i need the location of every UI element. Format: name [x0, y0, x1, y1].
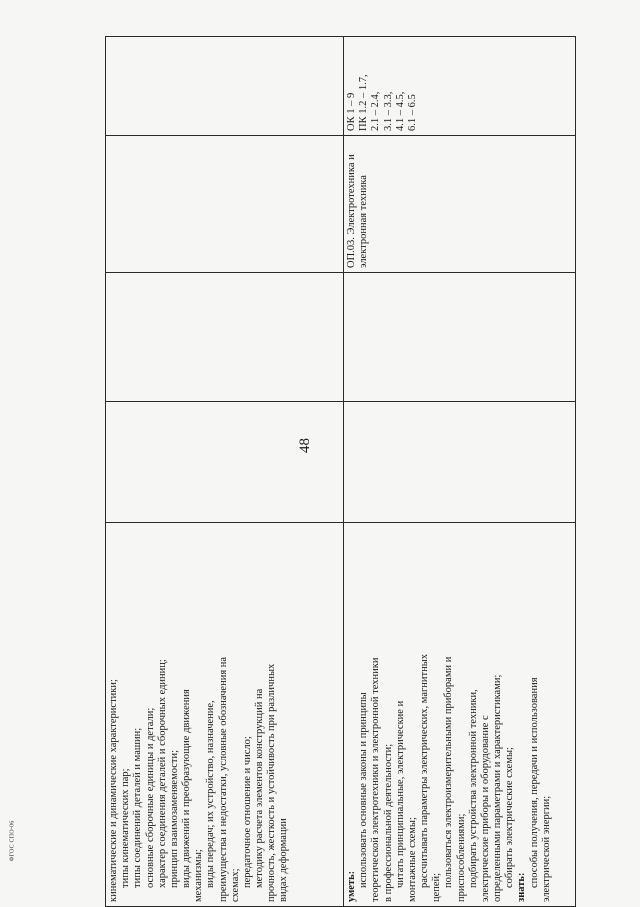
content-line: основные сборочные единицы и детали;: [144, 707, 156, 888]
discipline-cell: [106, 136, 344, 273]
content-line: видах деформации: [278, 818, 290, 902]
content-line: электрической энергии;: [540, 795, 552, 902]
content-line: передаточное отношение и число;: [241, 736, 253, 888]
content-line: в профессиональной деятельности;: [382, 743, 394, 902]
content-line: типы соединений деталей и машин;: [132, 727, 144, 888]
content-line: уметь:: [346, 870, 357, 902]
content-lines: [108, 527, 291, 902]
content-line: механизмы;: [193, 849, 205, 902]
content-line: определенными параметрами и характеристиками;: [492, 674, 504, 902]
discipline-cell: ОП.03. Электротехника и электронная техника: [344, 136, 576, 273]
content-line: кинематические и динамические характеристики;: [108, 679, 119, 902]
content-line: использовать основные законы и принципы: [358, 692, 370, 888]
content-line: типы кинематических пар;: [120, 768, 132, 888]
content-line: методику расчета элементов конструкций на: [254, 688, 266, 888]
competency-cell: [106, 37, 344, 136]
table-row: [344, 37, 576, 907]
content-line: принцип взаимозаменяемости;: [168, 749, 180, 888]
content-cell: [344, 523, 576, 907]
content-cell: [106, 523, 344, 907]
content-line: электрические приборы и оборудование с: [479, 715, 491, 902]
content-line: читать принципиальные, электрические и: [394, 700, 406, 888]
curriculum-table: [105, 36, 576, 907]
empty-cell: [106, 273, 344, 402]
content-line: рассчитывать параметры электрических, магнитных: [419, 653, 431, 888]
content-line: цепей;: [431, 872, 443, 902]
content-line: пользоваться электроизмерительными приборами и: [443, 656, 455, 888]
content-line: характер соединения деталей и сборочных единиц;: [156, 659, 168, 888]
competency-cell: ОК 1 – 9 ПК 1.2 – 1.7, 2.1 – 2.4, 3.1 – 3.3, 4.1 – 4.5, 6.1 – 6.5: [344, 37, 576, 136]
table-row: [106, 37, 344, 907]
empty-cell: [344, 402, 576, 523]
content-line: знать:: [516, 872, 528, 902]
content-line: собирать электрические схемы;: [504, 747, 516, 888]
empty-cell: [106, 402, 344, 523]
content-line: подбирать устройства электронной техники,: [467, 689, 479, 888]
content-line: преимущества и недостатки, условные обозначения на: [217, 656, 229, 902]
content-line: виды передач; их устройство, назначение,: [205, 700, 217, 888]
content-line: способы получения, передачи и использования: [528, 677, 540, 888]
content-line: схемах;: [229, 868, 241, 902]
footer-code: ФГОС СПО-06: [9, 820, 16, 862]
empty-cell: [344, 273, 576, 402]
page-number: 48: [297, 438, 313, 453]
rotated-table-wrapper: [105, 37, 575, 907]
content-line: виды движений и преобразующие движения: [181, 689, 193, 888]
content-line: теоретической электротехники и электронной техники: [370, 657, 382, 902]
content-lines: [346, 527, 553, 902]
document-page: [105, 37, 575, 907]
content-line: прочность, жесткость и устойчивость при различных: [266, 663, 278, 902]
content-line: монтажные схемы;: [406, 817, 418, 902]
content-line: приспособлениями;: [455, 813, 467, 902]
